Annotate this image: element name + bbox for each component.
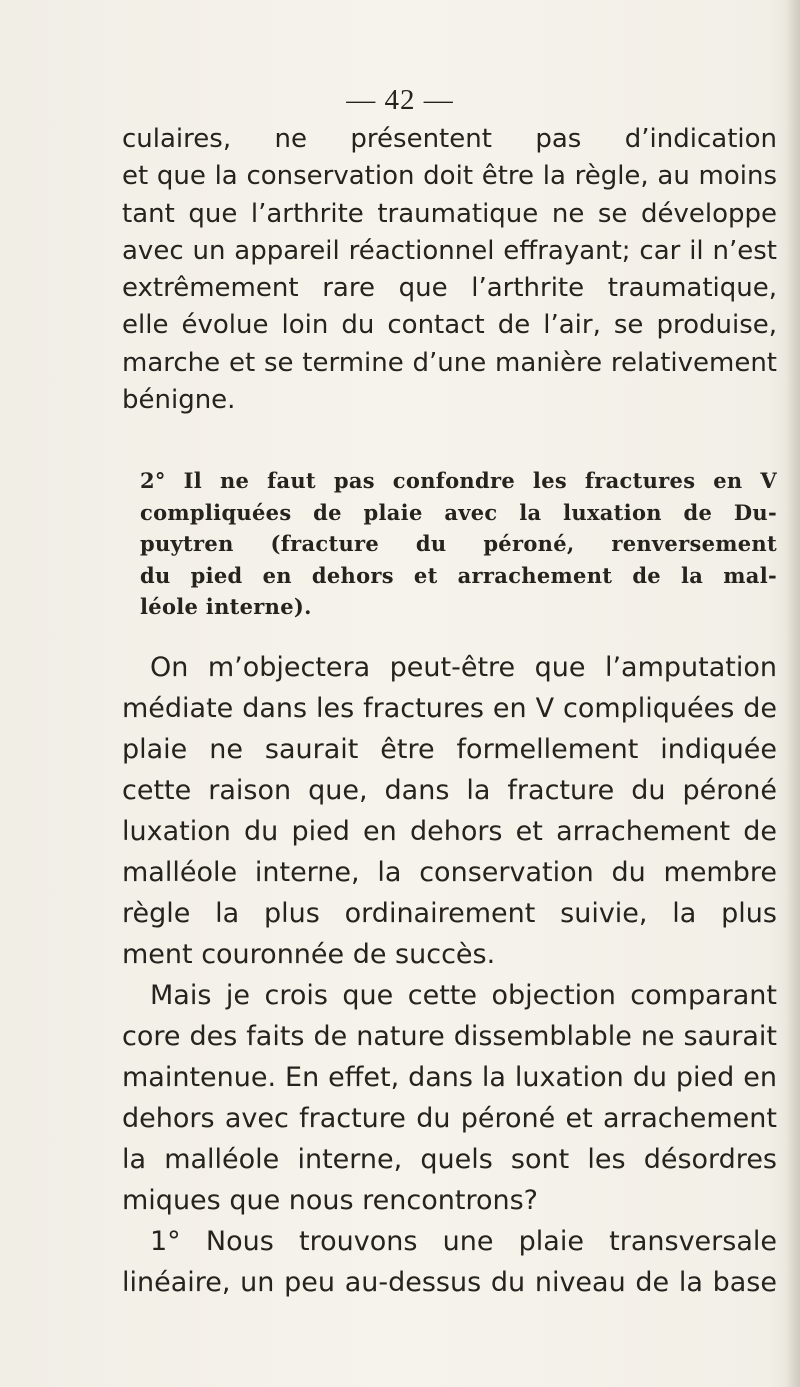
heading-line: compliquées de plaie avec la luxation de Du- [140, 499, 777, 525]
text-line: marche et se termine d’une manière relativement [122, 347, 777, 378]
page-number: — 42 — [346, 84, 454, 116]
text-line: elle évolue loin du contact de l’air, se produise, [122, 310, 777, 341]
text-line: tant que l’arthrite traumatique ne se développe [122, 198, 777, 229]
heading-line: 2° Il ne faut pas confondre les fractures en V [140, 468, 777, 493]
section-heading [140, 465, 777, 623]
text-line: 1° Nous trouvons une plaie transversale [150, 1226, 777, 1257]
text-line: ment couronnée de succès. [122, 939, 496, 970]
text-line: dehors avec fracture du péroné et arrachement [122, 1103, 777, 1134]
text-line: extrêmement rare que l’arthrite traumatique, [122, 273, 777, 304]
paragraph-body [122, 647, 777, 1303]
text-line: Mais je crois que cette objection comparant [150, 980, 777, 1011]
text-line: luxation du pied en dehors et arrachement de [122, 816, 777, 847]
text-line: miques que nous rencontrons? [122, 1185, 538, 1216]
page-edge-shadow [786, 0, 800, 1387]
heading-line: du pied en dehors et arrachement de la mal- [140, 562, 777, 588]
text-line: malléole interne, la conservation du membre [122, 857, 777, 888]
text-line: médiate dans les fractures en V compliquées de [122, 693, 777, 724]
text-line: linéaire, un peu au-dessus du niveau de la base [122, 1267, 777, 1298]
text-line: plaie ne saurait être formellement indiquée [122, 734, 777, 765]
text-line: culaires, ne présentent pas d’indication [122, 124, 777, 154]
text-line: core des faits de nature dissemblable ne saurait [122, 1021, 777, 1052]
text-line: maintenue. En effet, dans la luxation du pied en [122, 1062, 777, 1093]
text-line: cette raison que, dans la fracture du péroné [122, 775, 777, 806]
paragraph-continuation [122, 121, 777, 419]
text-line: avec un appareil réactionnel effrayant; car il n’est [122, 235, 777, 266]
text-line: On m’objectera peut-être que l’amputation [150, 652, 777, 683]
text-line: et que la conservation doit être la règle, au moins [122, 161, 777, 192]
heading-line: léole interne). [140, 594, 312, 619]
text-line: bénigne. [122, 385, 236, 416]
heading-line: puytren (fracture du péroné, renversement [140, 531, 777, 556]
text-line: règle la plus ordinairement suivie, la plus [122, 898, 777, 929]
text-line: la malléole interne, quels sont les désordres [122, 1144, 777, 1175]
